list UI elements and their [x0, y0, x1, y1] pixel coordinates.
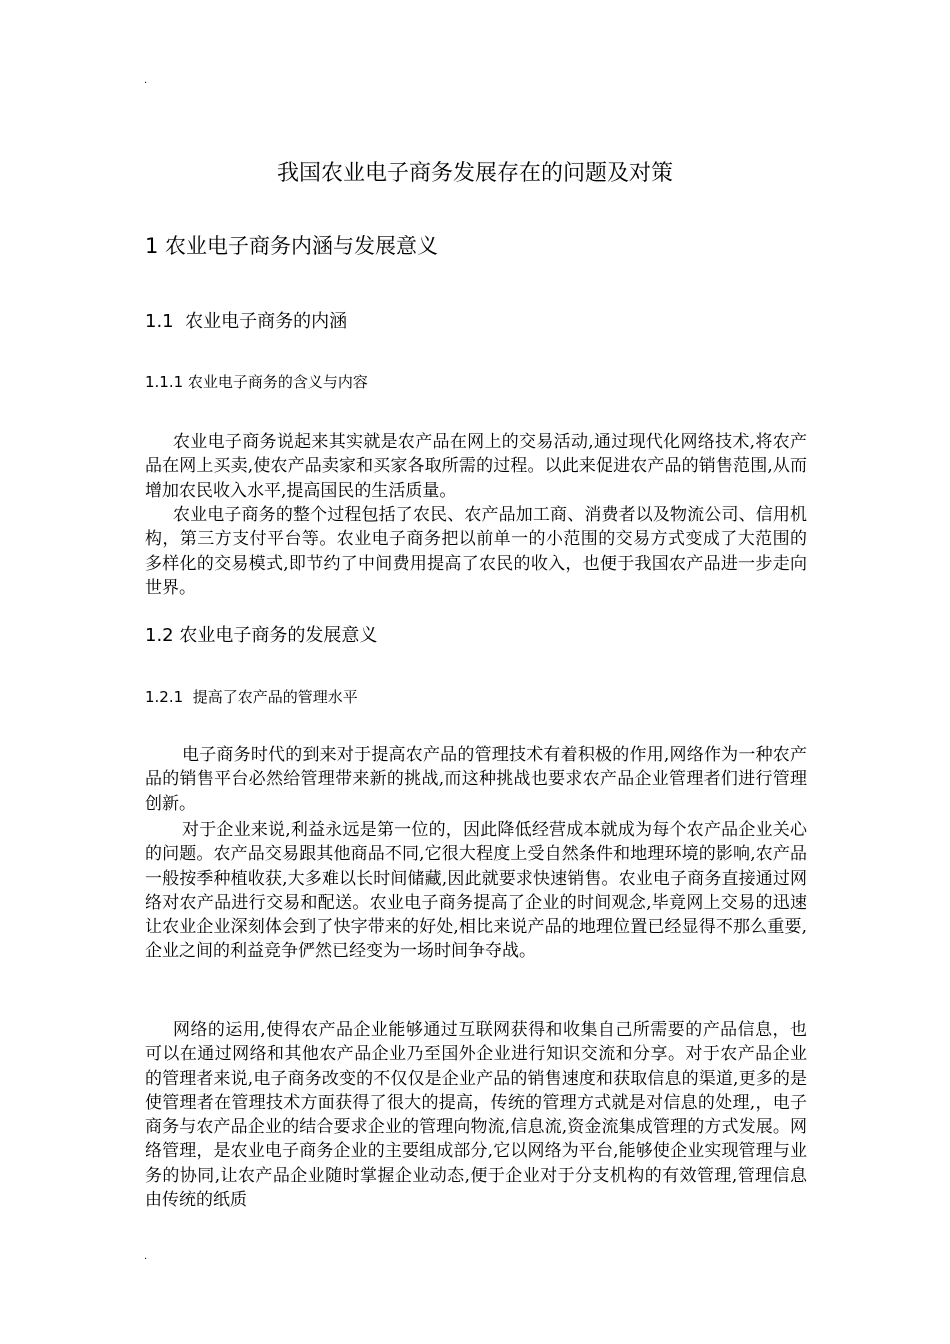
- section-1-2-heading: 1.2 农业电子商务的发展意义: [145, 625, 378, 646]
- paragraph-1-1-1-b: 农业电子商务的整个过程包括了农民、农产品加工商、消费者以及物流公司、信用机构，第三方支付平台等。农业电子商务把以前单一的小范围的交易方式变成了大范围的多样化的交易模式,即节约了中间费用提高了农民的收入，也便于我国农产品进一步走向世界。: [145, 505, 807, 598]
- page-top-mark: .: [144, 75, 148, 86]
- section-1-1-heading: 1.1 农业电子商务的内涵: [145, 311, 348, 332]
- section-1-heading: 1 农业电子商务内涵与发展意义: [145, 234, 439, 258]
- document-title: 我国农业电子商务发展存在的问题及对策: [276, 161, 673, 186]
- paragraph-1-2-1-b: 对于企业来说,利益永远是第一位的，因此降低经营成本就成为每个农产品企业关心的问题。农产品交易跟其他商品不同,它很大程度上受自然条件和地理环境的影响,农产品一般按季种植收获,大多难以长时间储藏,因此就要求快速销售。农业电子商务直接通过网络对农产品进行交易和配送。农业电子商务提高了企业的时间观念,毕竟网上交易的迅速让农业企业深刻体会到了快字带来的好处,相比来说产品的地理位置已经显得不那么重要,企业之间的利益竞争俨然已经变为一场时间争夺战。: [145, 820, 807, 962]
- paragraph-1-1-1-a: 农业电子商务说起来其实就是农产品在网上的交易活动,通过现代化网络技术,将农产品在网上买卖,使农产品卖家和买家各取所需的过程。以此来促进农产品的销售范围,从而增加农民收入水平,提高国民的生活质量。: [145, 432, 807, 501]
- page-bottom-mark: .: [144, 1251, 148, 1262]
- paragraph-1-2-1-c: 网络的运用,使得农产品企业能够通过互联网获得和收集自己所需要的产品信息，也可以在通过网络和其他农产品企业乃至国外企业进行知识交流和分享。对于农产品企业的管理者来说,电子商务改变的不仅仅是企业产品的销售速度和获取信息的渠道,更多的是使管理者在管理技术方面获得了很大的提高，传统的管理方式就是对信息的处理,，电子商务与农产品企业的结合要求企业的管理向物流,信息流,资金流集成管理的方式发展。网络管理，是农业电子商务企业的主要组成部分,它以网络为平台,能够使企业实现管理与业务的协同,让农产品企业随时掌握企业动态,便于企业对于分支机构的有效管理,管理信息由传统的纸质: [145, 1020, 807, 1211]
- section-1-1-1-heading: 1.1.1 农业电子商务的含义与内容: [145, 373, 368, 391]
- section-1-2-1-heading: 1.2.1 提高了农产品的管理水平: [145, 688, 358, 706]
- paragraph-1-2-1-a: 电子商务时代的到来对于提高农产品的管理技术有着积极的作用,网络作为一种农产品的销售平台必然给管理带来新的挑战,而这种挑战也要求农产品企业管理者们进行管理创新。: [145, 745, 807, 814]
